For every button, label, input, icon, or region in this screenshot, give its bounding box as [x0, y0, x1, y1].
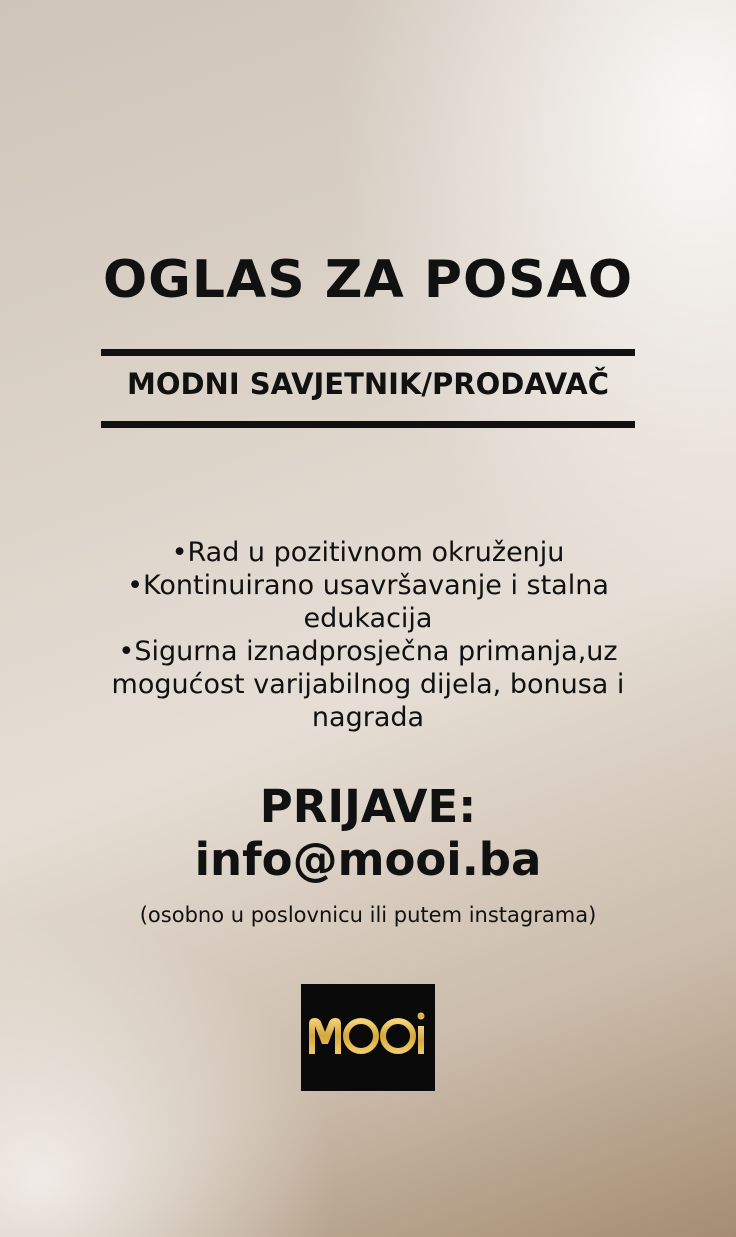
mooi-logo	[301, 984, 435, 1091]
apply-note: (osobno u poslovnicu ili putem instagrama)	[139, 903, 597, 927]
benefits-list	[70, 536, 666, 734]
divider-bottom	[101, 421, 635, 428]
benefit-item: •Rad u pozitivnom okruženju	[171, 537, 565, 568]
apply-email-link[interactable]: info@mooi.ba	[194, 833, 542, 886]
divider-top	[101, 349, 635, 356]
benefit-item: •Sigurna iznadprosječna primanja,uz mogućost varijabilnog dijela, bonusa i nagrada	[111, 636, 625, 733]
position-title: MODNI SAVJETNIK/PRODAVAČ	[126, 367, 610, 401]
ad-title: OGLAS ZA POSAO	[102, 250, 634, 310]
mooi-logo-mark	[301, 984, 435, 1091]
benefit-item: •Kontinuirano usavršavanje i stalna edukacija	[127, 570, 609, 634]
apply-heading: PRIJAVE:	[259, 780, 477, 833]
